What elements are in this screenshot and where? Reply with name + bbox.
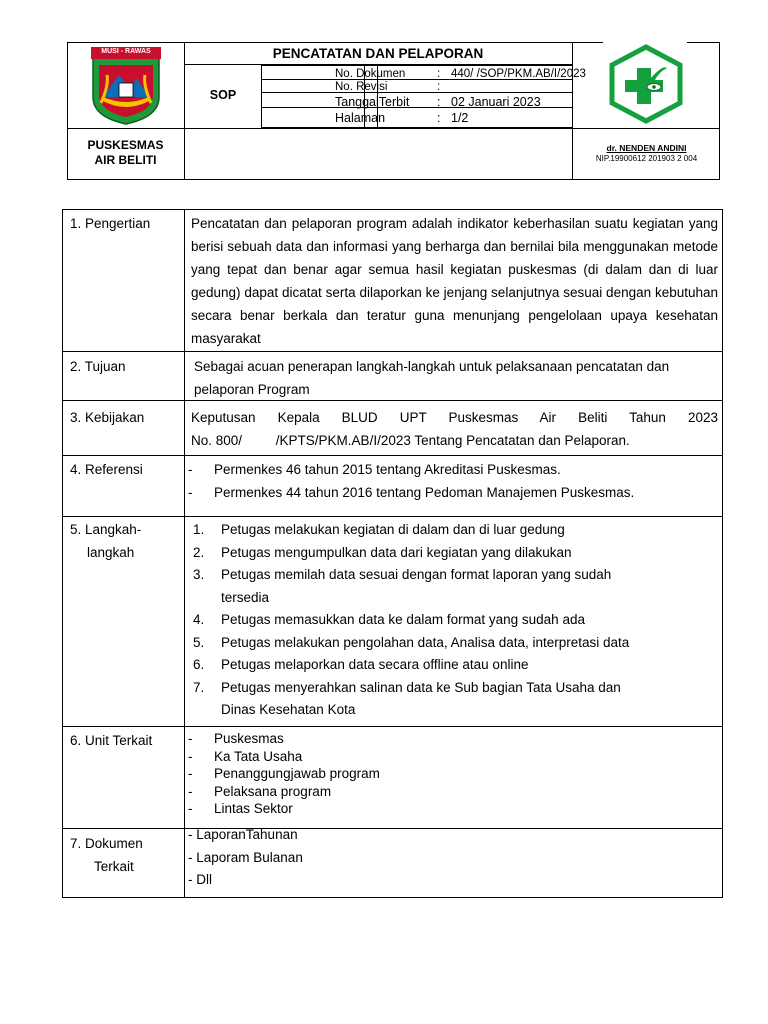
meta-sep: :	[437, 68, 441, 80]
list-item	[193, 632, 720, 655]
dokumen-label-line1: 7. Dokumen	[70, 836, 143, 851]
sop-header	[67, 42, 720, 180]
meta-value: 440/ /SOP/PKM.AB/I/2023	[451, 68, 586, 80]
sop-label: SOP	[209, 88, 237, 102]
item-mark: -	[188, 731, 193, 746]
list-item	[188, 783, 715, 801]
item-mark: -	[188, 484, 193, 500]
list-item: - LaporanTahunan	[188, 827, 298, 842]
section-text-tujuan: Sebagai acuan penerapan langkah-langkah untuk pelaksanaan pencatatan dan pelaporan Program	[194, 359, 670, 397]
item-text: Petugas menyerahkan salinan data ke Sub bagian Tata Usaha dan	[221, 679, 621, 695]
item-text: Lintas Sektor	[214, 801, 293, 817]
item-text: Petugas memasukkan data ke dalam format yang sudah ada	[221, 612, 585, 627]
list-item: - Dll	[188, 872, 212, 887]
section-label-kebijakan: 3. Kebijakan	[70, 410, 145, 425]
section-label-pengertian: 1. Pengertian	[70, 216, 151, 231]
item-mark: 6.	[193, 657, 205, 672]
section-text-pengertian: Pencatatan dan pelaporan program adalah indikator keberhasilan suatu kegiatan yang berisi sebuah data dan informasi yang berharga dan bernilai bila menggunakan metode yang tepat dan benar agar semua hasil kegiatan puskesmas (di dalam dan di luar gedung) dapat dicatat serta dilaporkan ke jenjang selanjutnya sesuai dengan kebutuhan secara benar berkala dan teratur guna menunjang pengelolaan upaya kesehatan masyarakat	[191, 216, 718, 346]
sop-content-table	[62, 209, 723, 898]
list-item	[188, 730, 715, 748]
item-text: tersedia	[221, 589, 270, 605]
unit-terkait-list	[188, 730, 715, 818]
meta-row-tanggal-terbit	[329, 94, 640, 109]
section-label-unit-terkait: 6. Unit Terkait	[70, 733, 153, 748]
meta-label: TanggalTerbit	[335, 95, 410, 109]
logo-banner-text: MUSI - RAWAS	[101, 48, 151, 55]
section-text-kebijakan	[191, 407, 718, 452]
item-text: Pelaksana program	[214, 783, 332, 799]
item-mark: 5.	[193, 634, 205, 650]
item-text: Permenkes 46 tahun 2015 tentang Akreditasi Puskesmas.	[214, 462, 561, 477]
list-item	[188, 765, 715, 783]
item-text: Petugas melakukan pengolahan data, Analisa data, interpretasi data	[221, 634, 630, 650]
item-mark: -	[188, 748, 193, 764]
item-text: Permenkes 44 tahun 2016 tentang Pedoman Manajemen Puskesmas.	[214, 484, 635, 500]
item-text: Petugas melaporkan data secara offline atau online	[221, 657, 529, 672]
kebijakan-line2: No. 800/ /KPTS/PKM.AB/I/2023 Tentang Pencatatan dan Pelaporan.	[191, 432, 630, 448]
item-mark: 3.	[193, 567, 205, 582]
item-text: Petugas mengumpulkan data dari kegiatan yang dilakukan	[221, 544, 572, 560]
item-mark: -	[188, 766, 193, 782]
meta-label: No. Dokumen	[335, 68, 406, 80]
list-item	[188, 482, 715, 505]
item-text: Puskesmas	[214, 731, 284, 746]
item-mark: -	[188, 801, 193, 817]
list-item	[188, 800, 715, 818]
meta-row-no-revisi	[329, 80, 640, 95]
meta-label: No. Revisi	[335, 81, 388, 93]
langkah-list	[193, 519, 720, 722]
meta-value: 1/2	[451, 111, 469, 125]
dokumen-terkait-list	[188, 824, 715, 892]
meta-value: 02 Januari 2023	[451, 95, 541, 109]
list-item	[193, 609, 720, 632]
item-text: Penanggungjawab program	[214, 766, 380, 782]
meta-row-halaman	[329, 110, 640, 125]
org-name-line2: AIR BELITI	[94, 153, 157, 167]
list-item: - Laporam Bulanan	[188, 849, 303, 865]
section-label-langkah	[70, 519, 141, 564]
meta-sep: :	[437, 111, 441, 125]
referensi-list	[188, 459, 715, 504]
kebijakan-line1: Keputusan Kepala BLUD UPT Puskesmas Air Beliti Tahun 2023	[191, 410, 718, 425]
item-text: Petugas memilah data sesuai dengan format laporan yang sudah	[221, 567, 612, 582]
document-title: PENCATATAN DAN PELAPORAN	[272, 46, 484, 61]
item-mark: -	[188, 783, 193, 799]
list-item	[193, 677, 720, 700]
meta-label: Halaman	[335, 111, 386, 125]
langkah-label-line1: 5. Langkah-	[70, 522, 142, 537]
item-text: Ka Tata Usaha	[214, 748, 303, 764]
item-text: Petugas melakukan kegiatan di dalam dan di luar gedung	[221, 522, 565, 537]
puskesmas-emblem-icon	[607, 44, 685, 124]
item-mark: 4.	[193, 612, 205, 627]
list-item	[188, 459, 715, 482]
list-item	[193, 542, 720, 565]
dokumen-label-line2: Terkait	[94, 858, 134, 874]
item-mark: -	[188, 462, 193, 477]
section-label-dokumen-terkait	[70, 833, 143, 878]
meta-sep: :	[437, 81, 441, 93]
org-name-line1: PUSKESMAS	[87, 138, 164, 152]
item-mark: 2.	[193, 544, 205, 560]
section-label-tujuan: 2. Tujuan	[70, 359, 126, 374]
signer-nip: NIP.19900612 201903 2 004	[595, 154, 698, 163]
list-item	[193, 519, 720, 542]
item-mark: 1.	[193, 522, 205, 537]
list-item-continuation	[193, 699, 720, 722]
district-logo	[89, 45, 163, 125]
list-item	[188, 748, 715, 766]
list-item-continuation	[193, 587, 720, 610]
item-mark: 7.	[193, 679, 205, 695]
section-label-referensi: 4. Referensi	[70, 462, 143, 477]
signer-name: dr. NENDEN ANDINI	[606, 143, 687, 153]
list-item	[193, 564, 720, 587]
item-text: Dinas Kesehatan Kota	[221, 702, 356, 717]
langkah-label-line2: langkah	[87, 544, 135, 560]
meta-sep: :	[437, 95, 441, 109]
list-item	[193, 654, 720, 677]
